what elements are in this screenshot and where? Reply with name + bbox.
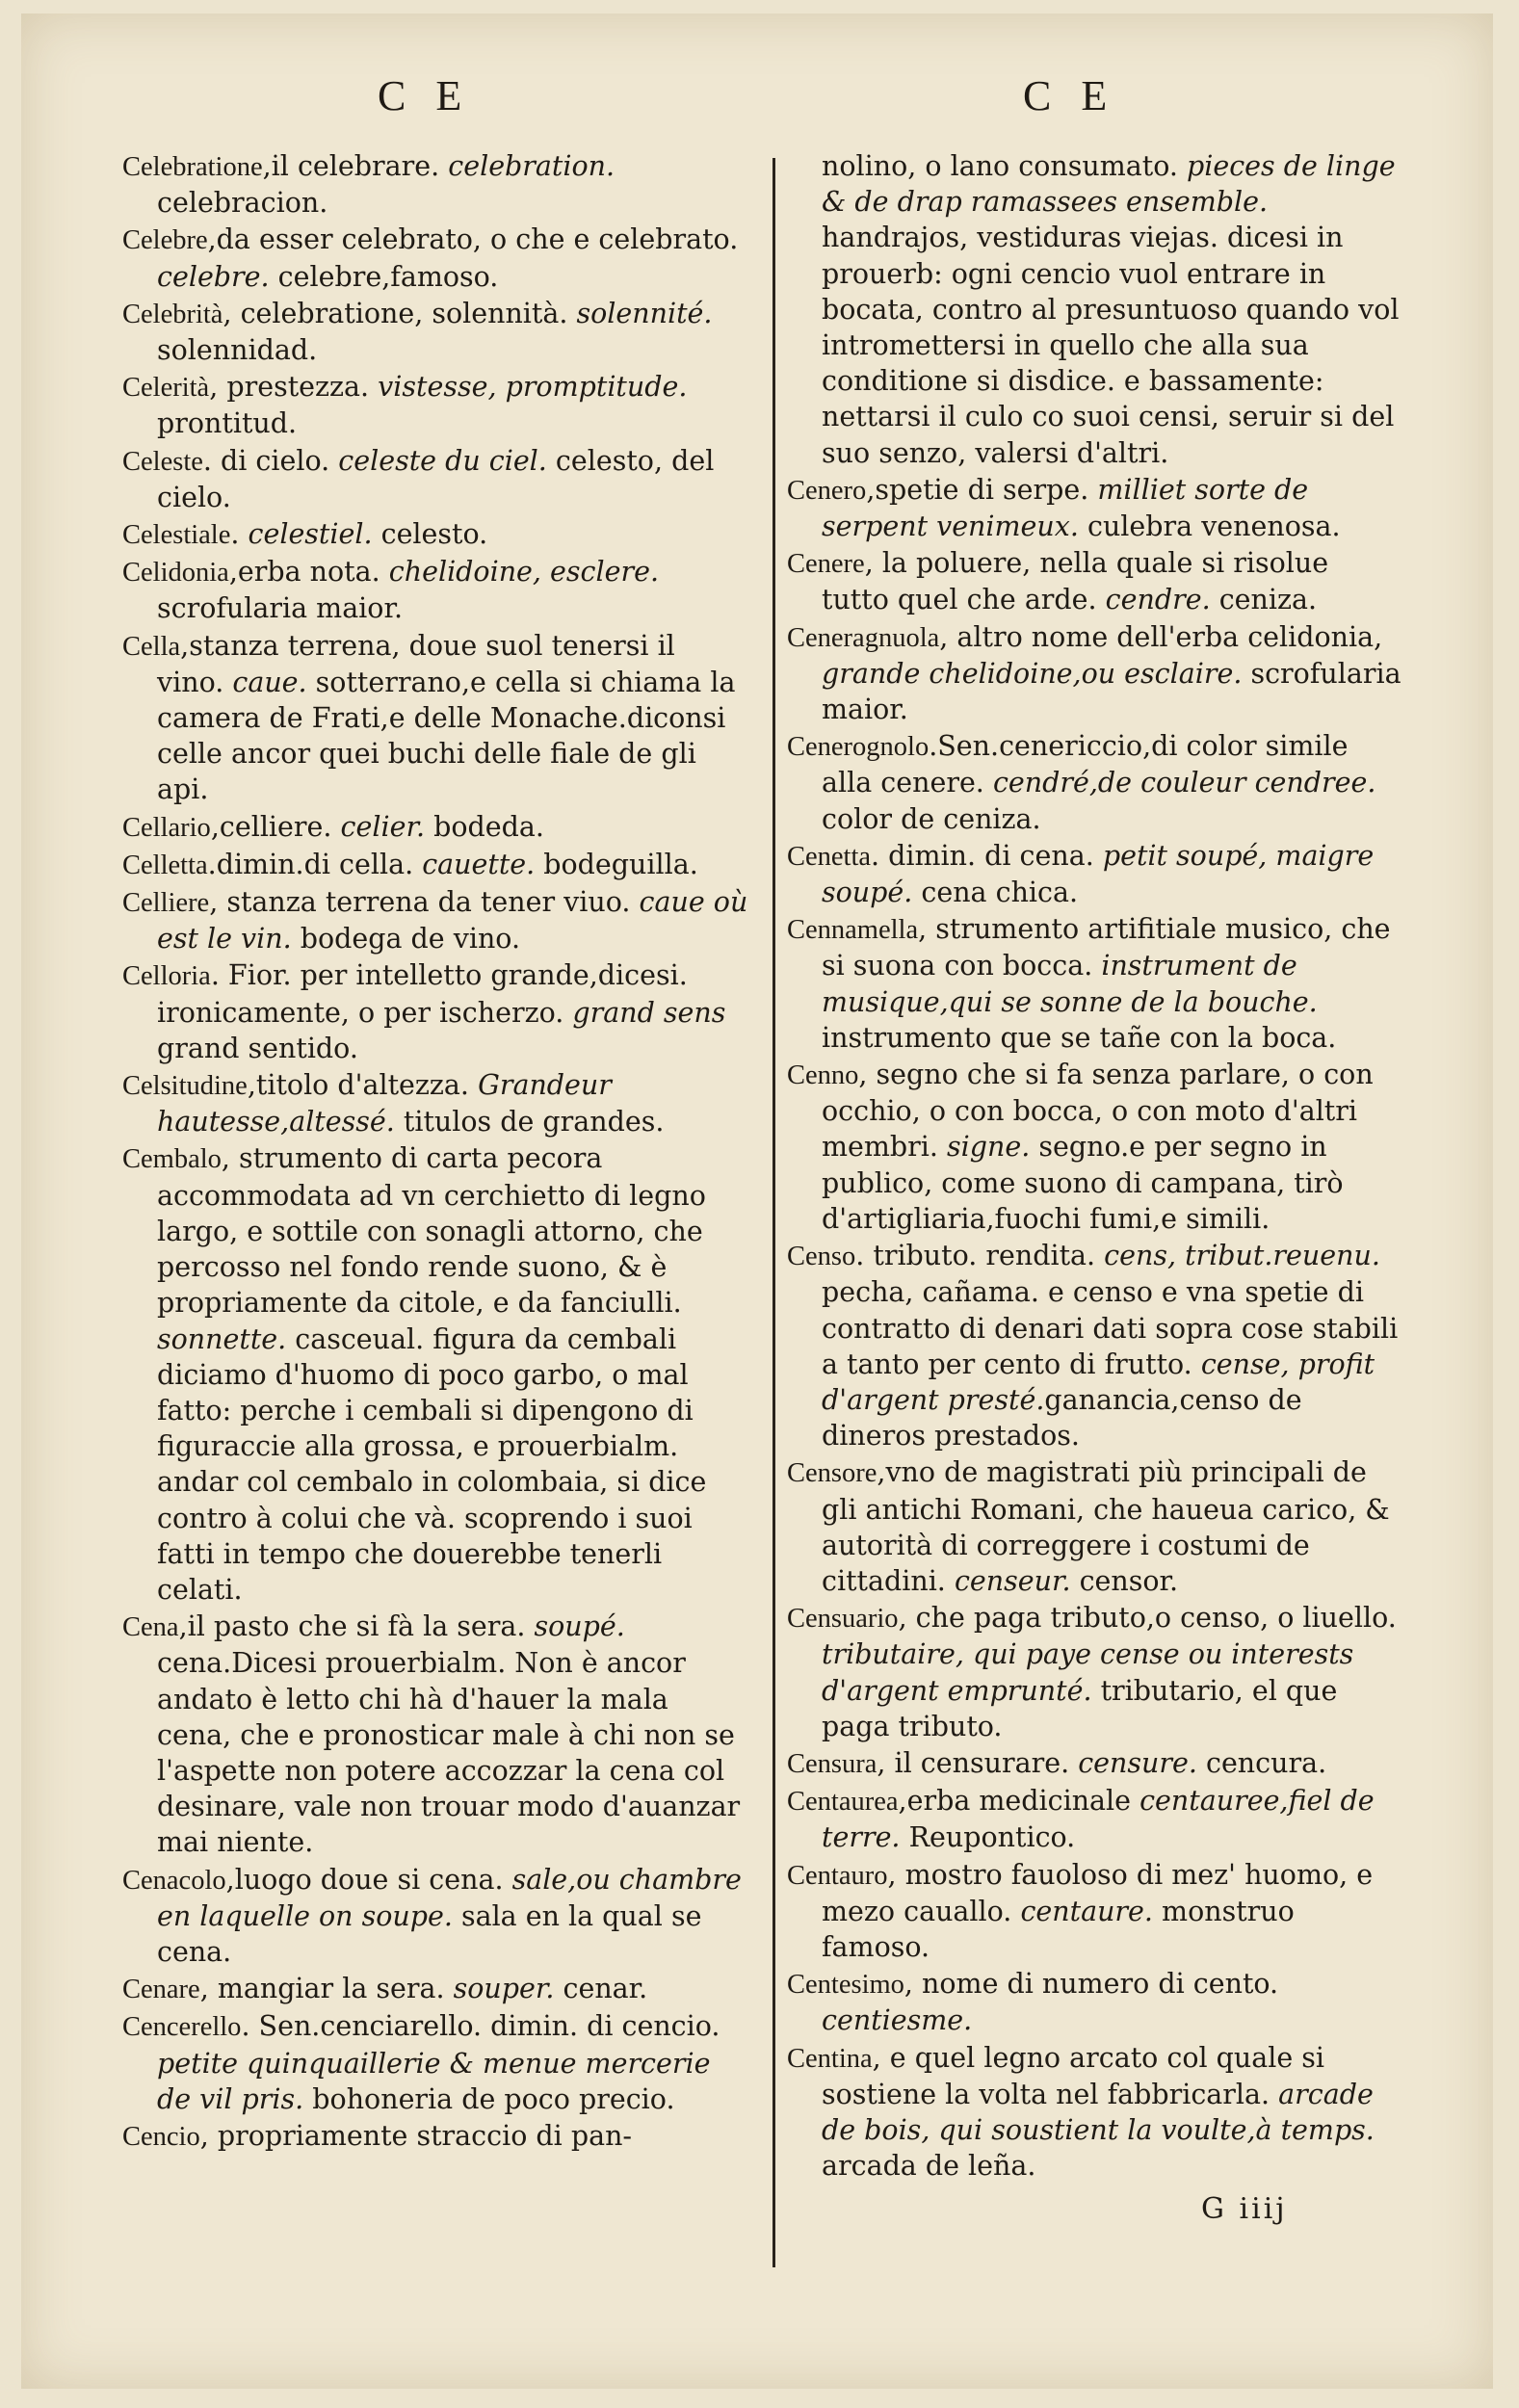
entry-headword: Centesimo bbox=[787, 1970, 904, 2001]
running-header-left: C E bbox=[378, 72, 472, 119]
entry-headword: Cellario bbox=[122, 812, 211, 843]
entry-spanish: cenar. bbox=[563, 1973, 648, 2005]
dictionary-entry bbox=[787, 911, 1403, 1056]
entry-headword: Celeste bbox=[122, 446, 203, 477]
entry-definition: nolino, o lano consumato. bbox=[822, 150, 1178, 182]
entry-headword: Celletta bbox=[122, 850, 208, 880]
left-column bbox=[122, 148, 748, 2156]
entry-headword: Cenare bbox=[122, 1975, 200, 2005]
entry-spanish: scrofularia maior. bbox=[157, 592, 404, 625]
entry-french: petite quinquaillerie & menue mercerie de vil pris. bbox=[157, 2047, 711, 2115]
signature-mark: G iiij bbox=[1201, 2192, 1288, 2226]
dictionary-entry bbox=[787, 619, 1403, 728]
entry-spanish: sala en la qual se cena. bbox=[157, 1899, 702, 1968]
dictionary-entry bbox=[122, 443, 748, 515]
entry-french: celebre. bbox=[157, 260, 270, 293]
entry-definition: , strumento artifitiale musico, che si suona con bocca. bbox=[822, 913, 1391, 982]
entry-headword: Censuario bbox=[787, 1604, 899, 1635]
entry-definition: ,da esser celebrato, o che e celebrato. bbox=[207, 223, 739, 256]
entry-spanish: prontitud. bbox=[157, 407, 298, 440]
entry-french: sonnette. bbox=[157, 1322, 287, 1355]
entry-definition: . Sen.cenciarello. dimin. di cencio. bbox=[241, 2010, 720, 2043]
entry-french: grande chelidoine,ou esclaire. bbox=[822, 657, 1243, 690]
entry-spanish: color de ceniza. bbox=[822, 802, 1041, 835]
entry-headword: Celerità bbox=[122, 373, 210, 404]
entry-headword: Cennamella bbox=[787, 915, 919, 946]
entry-spanish: cencura. bbox=[1205, 1746, 1327, 1779]
entry-spanish: arcada de leña. bbox=[822, 2150, 1036, 2183]
entry-headword: Cencerello bbox=[122, 2012, 242, 2043]
entry-french: Grandeur hautesse,altessé. bbox=[157, 1069, 612, 1139]
entry-french: cendre. bbox=[1105, 584, 1211, 616]
entry-headword: Cella bbox=[122, 631, 181, 662]
entry-spanish: scrofularia maior. bbox=[822, 657, 1401, 726]
dictionary-entry bbox=[122, 222, 748, 294]
entry-spanish: bohoneria de poco precio. bbox=[312, 2082, 675, 2115]
entry-headword: Cencio bbox=[122, 2121, 200, 2152]
entry-definition: , nome di numero di cento. bbox=[904, 1968, 1279, 2001]
entry-french: cendré,de couleur cendree. bbox=[992, 767, 1376, 799]
dictionary-entry bbox=[122, 884, 748, 956]
dictionary-entry bbox=[787, 1238, 1403, 1453]
entry-headword: Celloria bbox=[122, 961, 211, 992]
entry-french: cens, tribut.reuenu. bbox=[1104, 1240, 1380, 1272]
entry-definition: ,luogo doue si cena. bbox=[225, 1863, 504, 1896]
entry-definition: . di cielo. bbox=[202, 444, 330, 477]
entry-french: solennité. bbox=[576, 297, 713, 329]
entry-definition: , strumento di carta pecora accommodata ad vn cerchietto di legno largo, e sottile con sonagli attorno, che percosso nel fondo rende suono, & è propriamente da citole, e da fanciulli. bbox=[157, 1142, 706, 1320]
entry-definition: . Fior. per intelletto grande,dicesi. ironicamente, o per ischerzo. bbox=[157, 959, 688, 1029]
entry-french: pieces de linge & de drap ramassees ensemble. bbox=[822, 150, 1396, 219]
entry-headword: Centina bbox=[787, 2043, 873, 2074]
entry-spanish: censor. bbox=[1079, 1564, 1179, 1597]
entry-french: centauree,fiel de terre. bbox=[822, 1785, 1375, 1854]
entry-definition: ,vno de magistrati più principali de gli antichi Romani, che haueua carico, & autorità di correggere i costumi de cittadini. bbox=[822, 1456, 1390, 1597]
dictionary-entry bbox=[787, 1745, 1403, 1782]
dictionary-entry bbox=[787, 1454, 1403, 1599]
dictionary-entry bbox=[787, 728, 1403, 837]
entry-definition: , che paga tributo,o censo, o liuello. bbox=[898, 1602, 1397, 1635]
dictionary-entry bbox=[122, 296, 748, 368]
dictionary-entry bbox=[122, 516, 748, 553]
entry-headword: Cenacolo bbox=[122, 1865, 226, 1896]
entry-spanish: cena.Dicesi prouerbialm. Non è ancor andato è letto chi hà d'hauer la mala cena, che e pronosticar male à chi non se l'aspette non potere accozzar la cena col desinare, vale non trouar modo d'auanzar mai niente. bbox=[157, 1647, 741, 1859]
entry-definition: . dimin. di cena. bbox=[871, 839, 1094, 872]
entry-definition: , celebratione, solennità. bbox=[223, 297, 568, 329]
entry-definition: ,celliere. bbox=[210, 810, 332, 843]
entry-french: instrument de musique,qui se sonne de la bouche. bbox=[822, 950, 1318, 1018]
entry-definition: ,erba nota. bbox=[228, 556, 380, 589]
dictionary-entry bbox=[122, 1140, 748, 1608]
running-header-right: C E bbox=[1023, 72, 1117, 119]
entry-french: sale,ou chambre en laquelle on soupe. bbox=[157, 1863, 742, 1932]
entry-french: souper. bbox=[453, 1973, 555, 2005]
entry-spanish: grand sentido. bbox=[157, 1032, 358, 1064]
entry-french: centaure. bbox=[1020, 1895, 1153, 1927]
dictionary-entry bbox=[787, 545, 1403, 617]
entry-french: arcade de bois, qui soustient la voulte,à temps. bbox=[822, 2078, 1375, 2146]
dictionary-entry bbox=[787, 2040, 1403, 2185]
book-page bbox=[21, 13, 1493, 2389]
entry-headword: Censo bbox=[787, 1242, 856, 1272]
entry-french: centiesme. bbox=[822, 2004, 973, 2037]
dictionary-entry bbox=[122, 148, 748, 221]
entry-spanish: celesto. bbox=[380, 518, 488, 551]
entry-spanish: ganancia,censo de dineros prestados. bbox=[822, 1383, 1302, 1453]
entry-definition: ,il celebrare. bbox=[262, 150, 440, 182]
entry-headword: Cenero bbox=[787, 475, 867, 506]
entry-french: cense, profit d'argent presté. bbox=[822, 1348, 1375, 1416]
entry-definition: , la poluere, nella quale si risolue tutto quel che arde. bbox=[822, 547, 1329, 616]
entry-spanish: segno.e per segno in publico, come suono di campana, tirò d'artigliaria,fuochi fumi,e simili. bbox=[822, 1131, 1344, 1235]
entry-spanish: tributario, el que paga tributo. bbox=[822, 1674, 1338, 1742]
dictionary-entry bbox=[122, 1067, 748, 1139]
dictionary-entry bbox=[122, 2118, 748, 2155]
entry-spanish: titulos de grandes. bbox=[403, 1106, 665, 1139]
entry-definition: ,erba medicinale bbox=[898, 1785, 1132, 1818]
entry-french: censure. bbox=[1078, 1746, 1197, 1779]
dictionary-entry bbox=[787, 1783, 1403, 1855]
entry-definition: , segno che si fa senza parlare, o con occhio, o con bocca, o con moto d'altri membri. bbox=[822, 1059, 1374, 1164]
entry-spanish: celebracion. bbox=[157, 187, 328, 220]
entry-definition: .dimin.di cella. bbox=[207, 848, 414, 880]
entry-headword: Celestiale bbox=[122, 520, 231, 551]
entry-spanish: sotterrano,e cella si chiama la camera de Frati,e delle Monache.diconsi celle ancor quei buchi delle fiale de gli api. bbox=[157, 666, 736, 806]
entry-headword: Celsitudine bbox=[122, 1071, 248, 1102]
entry-french: cauette. bbox=[422, 848, 536, 880]
dictionary-entry bbox=[787, 472, 1403, 544]
dictionary-entry bbox=[122, 1971, 748, 2007]
entry-french: caue. bbox=[232, 666, 307, 698]
entry-spanish: handrajos, vestiduras viejas. dicesi in prouerb: ogni cencio vuol entrare in bocata, contro al presuntuoso quando vol intromettersi in quello che alla sua conditione si disdice. e bassamente: nettarsi il culo co suoi censi, seruir si del suo senzo, valersi d'altri. bbox=[822, 222, 1400, 469]
dictionary-entry bbox=[787, 1600, 1403, 1744]
right-column bbox=[787, 148, 1403, 2185]
entry-definition: ,titolo d'altezza. bbox=[247, 1069, 469, 1102]
entry-headword: Celebre bbox=[122, 225, 208, 256]
dictionary-entry bbox=[122, 1862, 748, 1971]
dictionary-entry bbox=[122, 1609, 748, 1860]
entry-french: petit soupé, maigre soupé. bbox=[822, 839, 1375, 909]
entry-headword: Celebrità bbox=[122, 299, 223, 329]
dictionary-entry bbox=[122, 628, 748, 808]
dictionary-entry bbox=[122, 847, 748, 883]
entry-french: milliet sorte de serpent venimeux. bbox=[822, 473, 1309, 543]
entry-headword: Cena bbox=[122, 1612, 179, 1643]
entry-spanish: cena chica. bbox=[921, 877, 1079, 909]
entry-french: vistesse, promptitude. bbox=[378, 371, 688, 404]
entry-spanish: solennidad. bbox=[157, 334, 318, 367]
entry-spanish: celebre,famoso. bbox=[277, 260, 499, 293]
dictionary-entry bbox=[122, 554, 748, 626]
entry-headword: Celebratione bbox=[122, 152, 263, 182]
entry-definition: , propriamente straccio di pan- bbox=[199, 2119, 633, 2152]
dictionary-entry bbox=[787, 1057, 1403, 1237]
entry-spanish: bodeguilla. bbox=[543, 848, 698, 880]
entry-spanish: Reupontico. bbox=[908, 1821, 1076, 1854]
entry-spanish: bodega de vino. bbox=[300, 923, 521, 955]
entry-headword: Cenno bbox=[787, 1060, 859, 1091]
entry-french: tributaire, qui paye cense ou interests d'argent emprunté. bbox=[822, 1638, 1354, 1707]
entry-headword: Centaurea bbox=[787, 1787, 899, 1818]
entry-french: caue où est le vin. bbox=[157, 886, 748, 955]
entry-headword: Cenerognolo bbox=[787, 732, 930, 763]
entry-french: celier. bbox=[340, 810, 426, 843]
entry-french: celebration. bbox=[448, 150, 615, 182]
dictionary-entry bbox=[787, 148, 1403, 471]
entry-french: soupé. bbox=[534, 1610, 625, 1643]
entry-headword: Ceneragnuola bbox=[787, 622, 940, 653]
entry-spanish: pecha, cañama. e censo e vna spetie di contratto di denari dati sopra cose stabili a tanto per cento di frutto. bbox=[822, 1276, 1399, 1380]
entry-definition: ,spetie di serpe. bbox=[866, 473, 1089, 506]
dictionary-entry bbox=[122, 2008, 748, 2117]
dictionary-entry bbox=[122, 957, 748, 1066]
dictionary-entry bbox=[122, 369, 748, 441]
entry-spanish: culebra venenosa. bbox=[1087, 510, 1341, 543]
entry-headword: Cenere bbox=[787, 549, 865, 580]
entry-definition: , mangiar la sera. bbox=[199, 1973, 445, 2005]
dictionary-entry bbox=[787, 1966, 1403, 2038]
entry-spanish: instrumento que se tañe con la boca. bbox=[822, 1021, 1337, 1054]
entry-french: grand sens bbox=[572, 996, 726, 1029]
entry-spanish: monstruo famoso. bbox=[822, 1895, 1295, 1963]
entry-headword: Celliere bbox=[122, 888, 210, 919]
entry-headword: Censore bbox=[787, 1458, 877, 1489]
entry-french: celestiel. bbox=[248, 518, 373, 551]
entry-definition: ,il pasto che si fà la sera. bbox=[178, 1610, 526, 1643]
entry-definition: , stanza terrena da tener viuo. bbox=[209, 886, 631, 919]
entry-headword: Celidonia bbox=[122, 558, 229, 589]
entry-definition: . tributo. rendita. bbox=[855, 1240, 1096, 1272]
entry-definition: , e quel legno arcato col quale si sostiene la volta nel fabbricarla. bbox=[822, 2041, 1325, 2110]
entry-headword: Cenetta bbox=[787, 841, 872, 872]
entry-definition: .Sen.cenericcio,di color simile alla cenere. bbox=[822, 730, 1349, 799]
dictionary-entry bbox=[787, 838, 1403, 910]
entry-definition: , il censurare. bbox=[877, 1746, 1070, 1779]
column-divider bbox=[773, 158, 775, 2267]
entry-headword: Centauro bbox=[787, 1860, 888, 1891]
entry-french: censeur. bbox=[954, 1564, 1071, 1597]
entry-spanish: ceniza. bbox=[1218, 584, 1318, 616]
entry-spanish: casceual. figura da cembali diciamo d'huomo di poco garbo, o mal fatto: perche i cembali si dipengono di figuraccie alla grossa, e prouerbialm. andar col cembalo in colombaia, si dice contro à colui che và. scoprendo i suoi fatti in tempo che douerebbe tenerli celati. bbox=[157, 1322, 707, 1606]
entry-definition: . bbox=[230, 518, 240, 551]
entry-definition: ,stanza terrena, doue suol tenersi il vino. bbox=[157, 629, 675, 698]
entry-definition: , altro nome dell'erba celidonia, bbox=[939, 620, 1383, 653]
entry-definition: , mostro fauoloso di mez' huomo, e mezo cauallo. bbox=[822, 1858, 1374, 1927]
entry-french: chelidoine, esclere. bbox=[388, 556, 660, 589]
entry-french: celeste du ciel. bbox=[338, 444, 547, 477]
entry-spanish: celesto, del cielo. bbox=[157, 444, 715, 513]
entry-spanish: bodeda. bbox=[433, 810, 544, 843]
entry-headword: Censura bbox=[787, 1748, 877, 1779]
dictionary-entry bbox=[122, 809, 748, 846]
entry-definition: , prestezza. bbox=[209, 371, 370, 404]
entry-french: signe. bbox=[947, 1131, 1031, 1164]
entry-headword: Cembalo bbox=[122, 1144, 222, 1175]
dictionary-entry bbox=[787, 1857, 1403, 1966]
